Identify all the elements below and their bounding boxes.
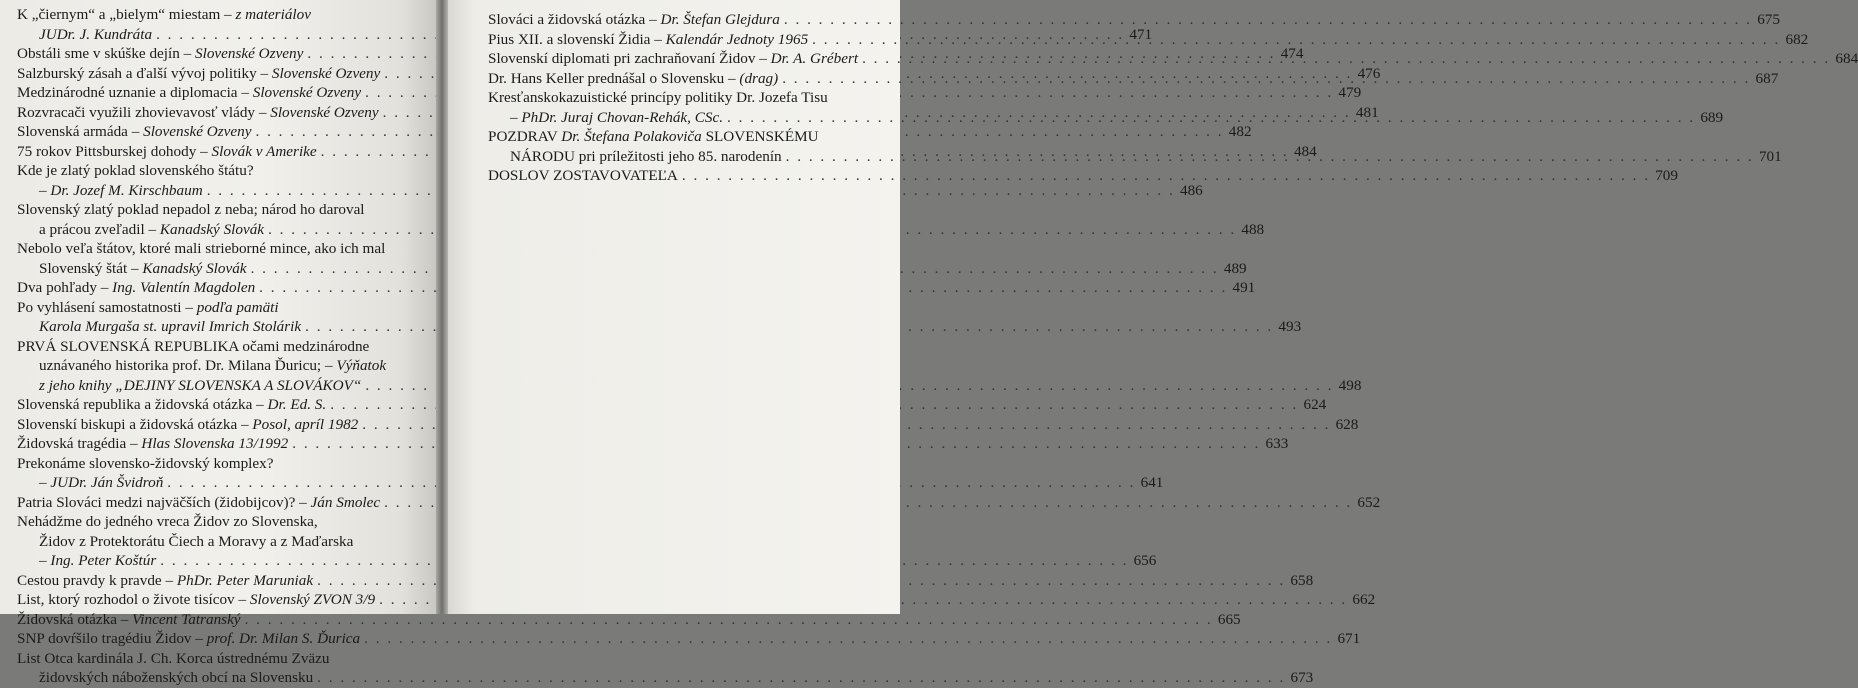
- toc-source-text: (drag): [739, 69, 779, 87]
- toc-entry: [17, 395, 1327, 415]
- toc-entry-title: [39, 551, 156, 571]
- page-number: 484: [1293, 142, 1317, 160]
- toc-entry: [17, 415, 1359, 435]
- toc-title-text: Slovenská republika a židovská otázka –: [17, 396, 268, 413]
- toc-entry-title: [17, 200, 365, 220]
- toc-entry-line: [17, 512, 417, 532]
- page-number: 476: [1357, 64, 1381, 82]
- toc-source-text: z jeho knihy „DEJINY SLOVENSKA A SLOVÁKOV“: [39, 376, 362, 394]
- toc-entry-title: [17, 415, 358, 435]
- toc-title-text: Patria Slováci medzi najväčších (židobijcov)? –: [17, 493, 311, 511]
- toc-entry: [17, 239, 1247, 278]
- toc-entry-title: [488, 69, 778, 89]
- toc-entry-line: [17, 298, 417, 318]
- toc-title-text: Židovská otázka –: [17, 610, 133, 628]
- toc-entry-title: [17, 590, 375, 610]
- toc-title-text: Židov z Protektorátu Čiech a Moravy a z Maďarska: [39, 532, 354, 550]
- toc-source-text: Ing. Peter Koštúr: [50, 552, 157, 569]
- toc-title-text: Po vyhlásení samostatnosti –: [17, 298, 197, 316]
- toc-entry-title: [17, 649, 330, 669]
- toc-title-text: Kresťanskokazuistické princípy politiky Dr. Jozefa Tisu: [488, 89, 828, 106]
- toc-entry-line: [17, 317, 1302, 337]
- toc-source-text: Dr. Štefan Glejdura: [660, 11, 780, 28]
- toc-entry-line: [17, 668, 1314, 688]
- leader-dots: [784, 10, 1752, 30]
- toc-title-text: List, ktorý rozhodol o živote tisícov –: [17, 591, 250, 608]
- toc-entry-line: [17, 161, 417, 181]
- page-number: 474: [1280, 45, 1304, 62]
- page-number: 641: [1140, 474, 1164, 491]
- toc-source-text: podľa pamäti: [196, 298, 279, 316]
- toc-source-text: JUDr. J. Kundráta: [39, 25, 153, 43]
- toc-entry-line: [488, 127, 892, 147]
- toc-entry-title: [510, 147, 782, 167]
- toc-entry: [17, 337, 1362, 396]
- toc-title-text: Nebolo veľa štátov, ktoré mali strieborné mince, ako ich mal: [17, 240, 386, 257]
- toc-entry-title: [17, 239, 385, 259]
- page-number: 493: [1278, 318, 1302, 335]
- toc-title-text: Slovenskí diplomati pri zachraňovaní Židov –: [488, 50, 771, 67]
- toc-title-text: Salzburský zásah a ďalší vývoj politiky –: [17, 64, 272, 82]
- toc-entry-title: [17, 629, 360, 649]
- toc-title-text: Medzinárodné uznanie a diplomacia –: [17, 84, 253, 101]
- toc-title-text: Židovská tragédia –: [17, 435, 142, 452]
- page-number: 482: [1228, 123, 1252, 140]
- toc-entry-line: [17, 259, 1247, 279]
- toc-source-text: Hlas Slovenska 13/1992: [141, 435, 289, 452]
- toc-entry-title: [488, 127, 819, 147]
- page-number: 701: [1758, 147, 1782, 165]
- leader-dots: [782, 69, 1750, 89]
- toc-entry-title: [39, 668, 313, 688]
- toc-title-text: Kde je zlatý poklad slovenského štátu?: [17, 162, 254, 179]
- toc-entry-title: [17, 64, 380, 84]
- toc-entry: [17, 298, 1302, 337]
- page-number: 689: [1700, 108, 1724, 126]
- page-number: 682: [1785, 30, 1809, 48]
- toc-entry: [488, 166, 1678, 186]
- toc-entry-title: [17, 434, 288, 454]
- toc-source-text: Dr. A. Grébert: [770, 50, 859, 67]
- toc-entry-line: [488, 88, 892, 108]
- toc-source-text: JUDr. Ján Švidroň: [50, 474, 164, 491]
- toc-entry: [17, 610, 1241, 630]
- toc-title-text: Slovenský zlatý poklad nepadol z neba; národ ho daroval: [17, 201, 365, 218]
- page-number: 656: [1133, 552, 1157, 569]
- toc-entry-line: [17, 239, 417, 259]
- toc-entry-title: [17, 493, 380, 513]
- page-number: 662: [1352, 591, 1376, 608]
- toc-title-text: 75 rokov Pittsburskej dohody –: [17, 142, 212, 160]
- toc-entry-line: [17, 532, 417, 552]
- page-number: 652: [1357, 493, 1381, 511]
- toc-entry-title: [510, 108, 723, 128]
- toc-title-text: Dva pohľady –: [17, 279, 113, 296]
- toc-title-text: Dr. Hans Keller prednášal o Slovensku –: [488, 69, 740, 87]
- toc-entry-title: [17, 122, 251, 142]
- page-number: 498: [1338, 376, 1362, 394]
- toc-source-text: Karola Murgaša st. upravil Imrich Stolárik: [39, 318, 302, 335]
- toc-entry-title: [17, 142, 317, 162]
- toc-title-text: POZDRAV: [488, 128, 562, 145]
- toc-entry: [17, 454, 1164, 493]
- toc-title-text: Slovenskí biskupi a židovská otázka –: [17, 415, 253, 433]
- toc-entry-title: [488, 10, 780, 30]
- toc-entry-title: [17, 161, 254, 181]
- toc-title-text: a prácou zveľadil –: [39, 220, 160, 238]
- page-number: 628: [1335, 415, 1359, 433]
- page-number: 684: [1835, 50, 1858, 67]
- toc-title-text: Prekonáme slovensko-židovský komplex?: [17, 454, 274, 472]
- toc-title-text: –: [39, 552, 51, 569]
- toc-entry: [17, 571, 1314, 591]
- toc-title-text: DOSLOV ZOSTAVOVATEĽA: [488, 167, 678, 184]
- toc-entry: [17, 493, 1381, 513]
- toc-entry-title: [39, 356, 386, 376]
- toc-source-text: Slovenské Ozveny: [271, 64, 381, 82]
- toc-entry-line: [17, 356, 417, 376]
- toc-entry-line: [488, 10, 1780, 30]
- toc-entry-line: [17, 337, 417, 357]
- toc-entry-line: [17, 434, 1289, 454]
- toc-entry-title: [17, 5, 311, 25]
- toc-entry: [17, 278, 1256, 298]
- book-gutter: [436, 0, 448, 614]
- toc-entry-line: [17, 200, 417, 220]
- toc-entry-line: [17, 473, 1164, 493]
- toc-entry-line: [488, 166, 1678, 186]
- page-number: 479: [1338, 84, 1362, 101]
- toc-source-text: Dr. Ed. S.: [267, 396, 327, 413]
- page-number: 633: [1265, 435, 1289, 452]
- toc-entry-title: [17, 278, 255, 298]
- toc-entry: [17, 512, 1157, 571]
- toc-source-text: Slovák v Amerike: [211, 142, 317, 160]
- page-number: 658: [1290, 571, 1314, 589]
- toc-entry-title: [17, 298, 279, 318]
- toc-title-text: K „čiernym“ a „bielym“ miestam –: [17, 6, 236, 23]
- toc-entry-line: [17, 181, 1203, 201]
- toc-title-text: –: [39, 474, 51, 491]
- toc-entry-title: [17, 454, 273, 474]
- toc-entry-line: [17, 415, 1359, 435]
- toc-entry-title: [17, 571, 313, 591]
- toc-entry-line: [17, 649, 417, 669]
- toc-title-text: –: [39, 181, 51, 199]
- toc-entry-line: [17, 454, 417, 474]
- page-number: 481: [1355, 103, 1379, 121]
- toc-source-text: Kalendár Jednoty 1965: [665, 30, 809, 48]
- toc-source-text: Posol, apríl 1982: [252, 415, 359, 433]
- page-number: 687: [1755, 69, 1779, 87]
- toc-entry-title: [39, 532, 353, 552]
- toc-title-text: Cestou pravdy k pravde –: [17, 571, 177, 589]
- page-number: 665: [1217, 610, 1241, 628]
- toc-entry: [17, 200, 1265, 239]
- page-number: 671: [1337, 630, 1361, 647]
- toc-entry-title: [39, 317, 301, 337]
- toc-source-text: Dr. Štefana Polakoviča: [561, 128, 702, 145]
- toc-source-text: Slovenské Ozveny: [270, 103, 379, 121]
- toc-entry-title: [488, 166, 678, 186]
- leader-dots: [317, 668, 1285, 688]
- toc-entry-title: [39, 25, 152, 45]
- toc-entry-line: [17, 571, 1314, 591]
- toc-entry: [488, 10, 1780, 30]
- toc-source-text: Kanadský Slovák: [142, 259, 247, 277]
- toc-source-text: Výňatok: [336, 357, 387, 374]
- leader-dots: [727, 108, 1695, 128]
- toc-entry-line: [17, 590, 1376, 610]
- toc-title-text: NÁRODU pri príležitosti jeho 85. narodenín: [510, 147, 782, 165]
- toc-source-text: Dr. Jozef M. Kirschbaum: [50, 181, 203, 199]
- toc-entry-title: [17, 395, 326, 415]
- toc-entry-title: [488, 49, 858, 69]
- toc-title-text: Slováci a židovská otázka –: [488, 11, 661, 28]
- leader-dots: [786, 147, 1754, 167]
- toc-entry-title: [39, 220, 264, 240]
- toc-title-text: PRVÁ SLOVENSKÁ REPUBLIKA očami medzinárodne: [17, 337, 370, 355]
- toc-entry-title: [17, 512, 318, 532]
- toc-title-text: –: [510, 108, 522, 126]
- toc-source-text: PhDr. Peter Maruniak: [176, 571, 314, 589]
- toc-entry-line: [17, 220, 1265, 240]
- toc-entry-title: [488, 30, 808, 50]
- toc-entry-title: [488, 88, 828, 108]
- toc-entry-line: [17, 629, 1361, 649]
- page-number: 709: [1655, 167, 1678, 184]
- toc-title-text: List Otca kardinála J. Ch. Korca ústrednému Zväzu: [17, 649, 330, 667]
- toc-source-text: Ing. Valentín Magdolen: [112, 279, 256, 296]
- toc-entry-title: [17, 83, 361, 103]
- toc-title-text: SNP dovŕšilo tragédiu Židov –: [17, 630, 207, 647]
- toc-source-text: Slovenské Ozveny: [143, 123, 252, 140]
- toc-entry-title: [17, 103, 379, 123]
- toc-entry-title: [17, 610, 241, 630]
- toc-title-text: Rozvracači využili zhovievavosť vlády –: [17, 103, 271, 121]
- page-number: 673: [1290, 669, 1314, 686]
- toc-entry-title: [39, 376, 361, 396]
- toc-entry-line: [17, 551, 1157, 571]
- toc-entry-line: [17, 5, 417, 25]
- toc-entry-title: [39, 259, 247, 279]
- toc-source-text: PhDr. Juraj Chovan-Rehák, CSc.: [521, 108, 724, 126]
- toc-entry-line: [17, 493, 1381, 513]
- toc-title-text: Slovenská armáda –: [17, 123, 144, 140]
- toc-entry-line: [17, 376, 1362, 396]
- page-number: 491: [1232, 279, 1256, 296]
- toc-entry: [17, 434, 1289, 454]
- toc-source-text: prof. Dr. Milan S. Ďurica: [206, 630, 361, 647]
- toc-source-text: Vincent Tatranský: [132, 610, 241, 628]
- toc-title-text: Slovenský štát –: [39, 259, 143, 277]
- page-number: 486: [1179, 181, 1203, 199]
- toc-entry-title: [39, 473, 163, 493]
- toc-entry-title: [17, 337, 369, 357]
- toc-entry-title: [39, 181, 203, 201]
- leader-dots: [364, 629, 1332, 649]
- toc-source-text: Slovenské Ozveny: [195, 45, 304, 62]
- toc-title-text: Obstáli sme v skúške dejín –: [17, 45, 196, 62]
- page-number: 624: [1303, 396, 1327, 413]
- page-number: 675: [1757, 11, 1780, 28]
- toc-entry-title: [17, 44, 303, 64]
- toc-entry: [17, 590, 1376, 610]
- toc-title-text: uznávaného historika prof. Dr. Milana Ďuricu; –: [39, 357, 337, 374]
- toc-title-text: židovských náboženských obcí na Slovensku: [39, 669, 314, 686]
- toc-title-text: SLOVENSKÉMU: [701, 128, 819, 145]
- toc-entry-line: [17, 278, 1256, 298]
- toc-entry: [17, 649, 1314, 688]
- page-number: 471: [1129, 25, 1153, 43]
- toc-entry: [17, 629, 1361, 649]
- toc-entry-line: [17, 610, 1241, 630]
- leader-dots: [862, 49, 1830, 69]
- page-number: 489: [1223, 259, 1247, 277]
- toc-source-text: Ján Smolec: [310, 493, 381, 511]
- leader-dots: [812, 30, 1780, 50]
- leader-dots: [682, 166, 1650, 186]
- toc-source-text: z materiálov: [235, 6, 311, 23]
- toc-source-text: Slovenský ZVON 3/9: [249, 591, 376, 608]
- toc-source-text: Slovenské Ozveny: [252, 84, 362, 101]
- toc-title-text: Nehádžme do jedného vreca Židov zo Slovenska,: [17, 513, 318, 530]
- toc-source-text: Kanadský Slovák: [159, 220, 265, 238]
- page-number: 488: [1241, 220, 1265, 238]
- toc-title-text: Pius XII. a slovenskí Židia –: [488, 30, 666, 48]
- toc-entry-line: [17, 395, 1327, 415]
